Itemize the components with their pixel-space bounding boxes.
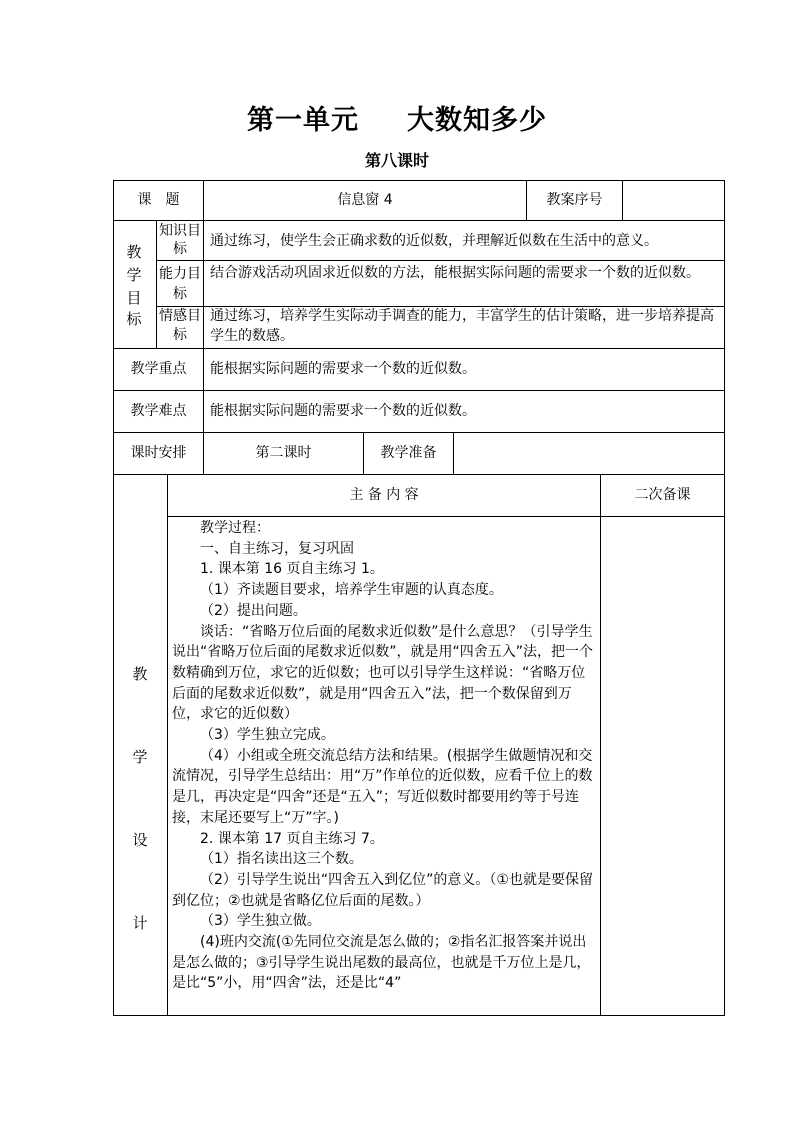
unit-number: 第一单元 <box>247 105 359 136</box>
process-paragraph: 1. 课本第 16 页自主练习 1。 <box>200 561 384 578</box>
design-label-char: 计 <box>132 914 148 932</box>
unit-title: 大数知多少 <box>407 105 547 136</box>
preparation-label: 教学准备 <box>380 445 437 461</box>
schedule-value: 第二课时 <box>255 445 312 461</box>
goals-label-char: 教 <box>126 243 142 261</box>
process-paragraph: （2）引导学生说出“四舍五入到亿位”的意义。（①也就是要保留到亿位；②也就是省略亿位后面的尾数。） <box>172 871 593 909</box>
process-paragraph: 教学过程： <box>200 520 270 536</box>
difficulty-text: 能根据实际问题的需要求一个数的近似数。 <box>210 403 476 419</box>
ability-goal-text: 结合游戏活动巩固求近似数的方法，能根据实际问题的需要求一个数的近似数。 <box>210 265 700 281</box>
process-paragraph: （2）提出问题。 <box>200 602 307 619</box>
goals-label-char: 学 <box>126 266 142 284</box>
key-point-text: 能根据实际问题的需要求一个数的近似数。 <box>210 361 476 377</box>
secondary-prep-header: 二次备课 <box>634 487 691 503</box>
plan-number-label: 教案序号 <box>546 192 603 208</box>
difficulty-label: 教学难点 <box>130 403 187 419</box>
goals-label-char: 标 <box>126 310 142 328</box>
process-paragraph: 谈话：“省略万位后面的尾数求近似数”是什么意思？（引导学生说出“省略万位后面的尾数求近似数”，就是用“四舍五入”法，把一个数精确到万位，求它的近似数；也可以引导学生这样说：“省略万位后面的尾数求近似数”，就是用“四舍五入”法，把一个数保留到万位，求它的近似数） <box>172 623 594 723</box>
process-paragraph: (4)班内交流(①先同位交流是怎么做的；②指名汇报答案并说出是怎么做的；③引导学生说出尾数的最高位，也就是千万位上是几，是比“5”小，用“四舍”法，还是比“4” <box>172 934 591 992</box>
emotion-goal-label: 情感目标 <box>159 308 201 343</box>
key-point-label: 教学重点 <box>130 361 187 377</box>
process-paragraph: 一、自主练习，复习巩固 <box>200 540 354 557</box>
schedule-label: 课时安排 <box>130 445 187 461</box>
design-label-char: 学 <box>132 748 148 766</box>
page-title <box>0 98 794 137</box>
process-paragraph: （3）学生独立做。 <box>200 913 321 930</box>
main-content-header: 主 备 内 容 <box>349 487 419 503</box>
knowledge-goal-label: 知识目标 <box>159 223 201 257</box>
emotion-goal-text: 通过练习，培养学生实际动手调查的能力，丰富学生的估计策略，进一步培养提高学生的数感。 <box>210 308 714 344</box>
design-label-char: 教 <box>132 665 148 683</box>
ability-goal-label: 能力目标 <box>159 266 201 302</box>
teaching-process <box>172 518 598 1014</box>
lesson-subtitle: 第八课时 <box>364 151 429 170</box>
process-paragraph: （3）学生独立完成。 <box>200 727 335 744</box>
goals-label-char: 目 <box>126 289 142 307</box>
process-paragraph: （1）指名读出这三个数。 <box>200 851 363 868</box>
design-label-char: 设 <box>132 831 148 849</box>
process-paragraph: （1）齐读题目要求，培养学生审题的认真态度。 <box>200 582 503 599</box>
process-paragraph: （4）小组或全班交流总结方法和结果。(根据学生做题情况和交流情况，引导学生总结出：用“万”作单位的近似数，应看千位上的数是几，再决定是“四舍”还是“五入”；写近似数时都要用约等于号连接，末尾还要写上“万”字。) <box>172 747 593 826</box>
topic-label: 课 题 <box>137 192 180 208</box>
process-paragraph: 2. 课本第 17 页自主练习 7。 <box>200 830 384 847</box>
topic-value: 信息窗 4 <box>337 192 393 208</box>
knowledge-goal-text: 通过练习，使学生会正确求数的近似数，并理解近似数在生活中的意义。 <box>210 233 658 249</box>
